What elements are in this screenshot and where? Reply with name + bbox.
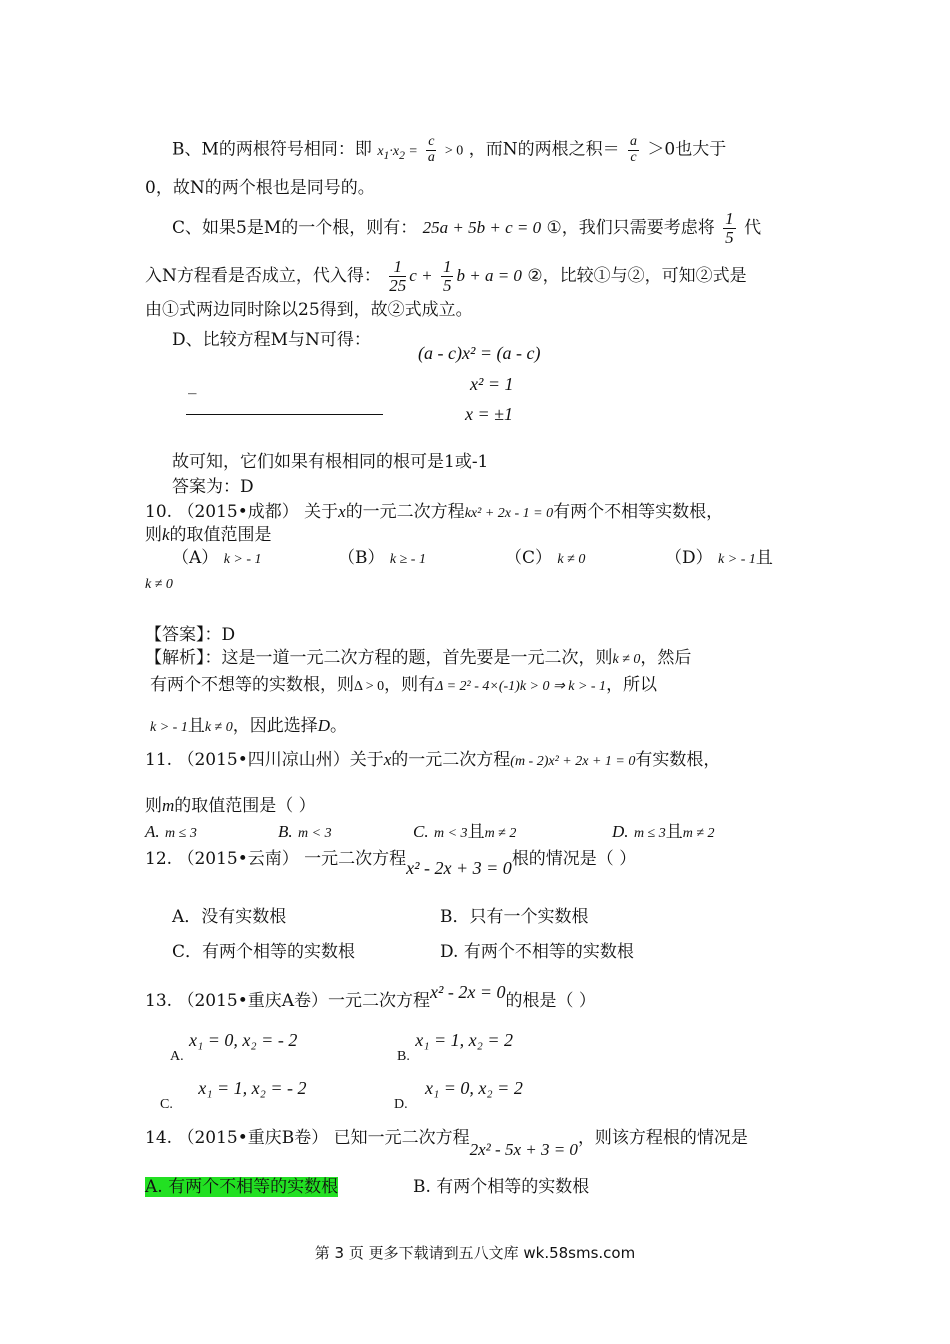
q10-explanation-1: 【解析】：这是一道一元二次方程的题，首先要是一元二次，则k ≠ 0，然后: [145, 648, 692, 668]
q12-stem: 12. （2015•云南） 一元二次方程x² - 2x + 3 = 0根的情况是（ ）: [145, 849, 637, 878]
q10-stem-line2: 则k的取值范围是: [145, 525, 272, 545]
q10-option-b: （B） k ≥ - 1: [338, 548, 426, 568]
q12-option-b: B．只有一个实数根: [440, 907, 589, 927]
q10-answer: 【答案】：D: [145, 625, 236, 645]
q9-d-underline: [186, 414, 383, 415]
q9-d-dash: _: [188, 375, 197, 395]
q9-b-fraction-ac: $\frac{a}{c}$: [629, 134, 637, 165]
q14-option-a-highlight: A. 有两个不相等的实数根: [145, 1177, 339, 1197]
q13-stem: 13. （2015•重庆A卷）一元二次方程x² - 2x = 0的根是（ ）: [145, 982, 596, 1011]
q12-option-a: A．没有实数根: [172, 907, 287, 927]
q9-option-b: B、M的两根符号相同：即 $x_1\cdot x_2$ = $\frac{c}{a}$ > 0 ，而N的两根之积＝ $\frac{a}{c}$ ＞0也大于: [172, 134, 727, 165]
q13-option-b: $_{B.}$ x₁ = 1, x₂ = 2: [397, 1030, 514, 1064]
q14-stem: 14. （2015•重庆B卷） 已知一元二次方程2x² - 5x + 3 = 0，则该方程根的情况是: [145, 1128, 748, 1159]
q12-option-c: C．有两个相等的实数根: [172, 942, 356, 962]
q13-option-d: $_{D.}$ x₁ = 0, x₂ = 2: [394, 1078, 523, 1112]
q9-d-equation-1: (a - c)x² = (a - c): [418, 343, 541, 363]
q9-conclusion: 故可知，它们如果有根相同的根可是1或-1: [172, 452, 489, 472]
q13-option-c: $_{C.}$ x₁ = 1, x₂ = - 2: [160, 1078, 307, 1112]
q11-option-a: A. m ≤ 3: [145, 822, 197, 841]
q10-explanation-2: 有两个不想等的实数根，则Δ > 0，则有Δ = 2² - 4×(-1)k > 0 ⇒ k > - 1，所以: [150, 675, 658, 695]
q10-option-d: （D） k > - 1且: [665, 548, 773, 568]
q9-d-equation-2: x² = 1: [470, 374, 514, 394]
q9-option-c: C、如果5是M的一个根，则有： 25a + 5b + c = 0 ①，我们只需要考虑将 $\frac{1}{5}$ 代: [172, 209, 762, 247]
q10-option-a: （A） k > - 1: [172, 548, 262, 568]
q14-option-a: [145, 1177, 338, 1197]
q9-option-c-line2: 入N方程看是否成立，代入得： $\frac{1}{25}$ c + $\frac{1}{5}$ b + a = 0 ②，比较①与②，可知②式是: [145, 257, 747, 295]
page-footer: 第 3 页 更多下载请到五八文库 wk.58sms.com: [314, 1244, 636, 1262]
q13-option-a: $_{A.}$ x₁ = 0, x₂ = - 2: [170, 1030, 298, 1064]
q11-option-c: C. m < 3且m ≠ 2: [413, 822, 517, 842]
q10-explanation-3: k > - 1且k ≠ 0，因此选择D。: [150, 716, 348, 736]
q11-option-b: B. m < 3: [278, 822, 332, 841]
q10-stem: 10. （2015•成都） 关于x的一元二次方程kx² + 2x - 1 = 0有两个不相等实数根，: [145, 502, 724, 522]
q9-answer: 答案为：D: [172, 477, 254, 497]
q10-option-c: （C） k ≠ 0: [505, 548, 586, 568]
q11-stem-line2: 则m的取值范围是（ ）: [145, 796, 316, 816]
q12-option-d: D. 有两个不相等的实数根: [440, 942, 634, 962]
q9-b-fraction-ca: $\frac{c}{a}$: [427, 134, 435, 165]
q11-option-d: D. m ≤ 3且m ≠ 2: [612, 822, 715, 842]
q9-c-fraction: $\frac{1}{5}$: [725, 209, 734, 247]
q14-option-b: B. 有两个相等的实数根: [413, 1177, 590, 1197]
q9-option-c-line3: 由①式两边同时除以25得到，故②式成立。: [145, 300, 473, 320]
q9-option-d: D、比较方程M与N可得：: [172, 330, 371, 350]
q10-option-d-line2: k ≠ 0: [145, 577, 173, 592]
q9-option-b-line2: 0，故N的两个根也是同号的。: [145, 178, 375, 198]
q9-d-equation-3: x = ±1: [465, 404, 514, 424]
q11-stem: 11. （2015•四川凉山州）关于x的一元二次方程(m - 2)x² + 2x + 1 = 0有实数根，: [145, 750, 721, 770]
